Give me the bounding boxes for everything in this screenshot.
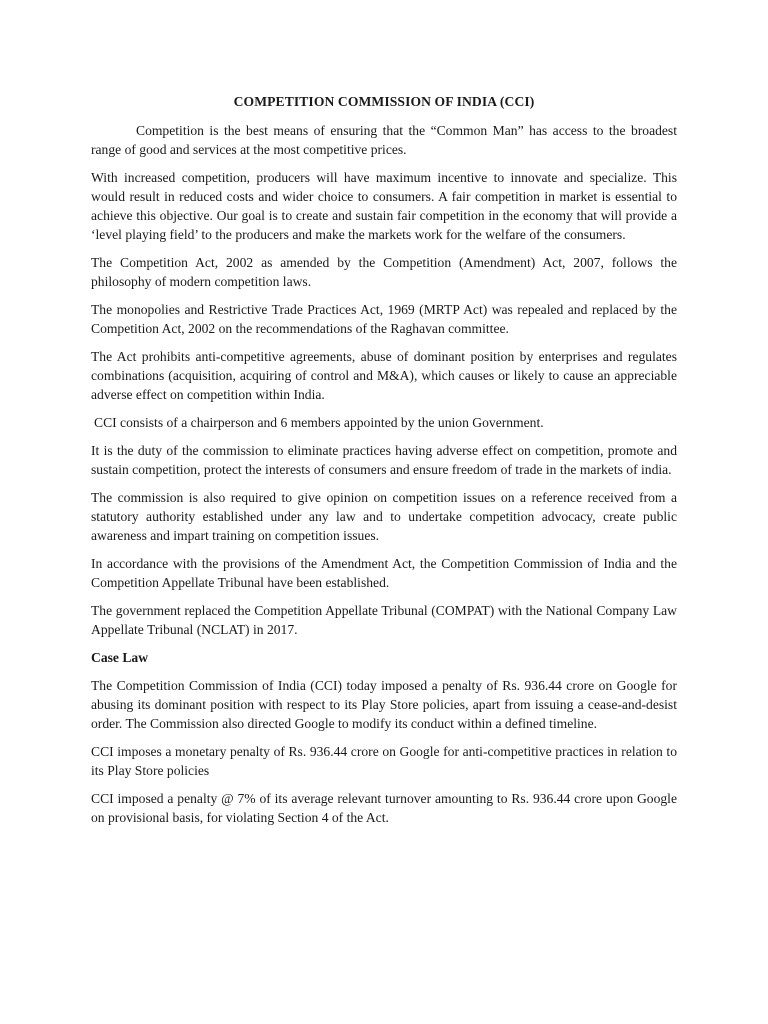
case-law-heading: Case Law <box>91 650 149 665</box>
paragraph-cci-composition: CCI consists of a chairperson and 6 members appointed by the union Government. <box>94 415 544 430</box>
document-page <box>91 92 677 836</box>
paragraph-competition-act: The Competition Act, 2002 as amended by the Competition (Amendment) Act, 2007, follows the philosophy of modern competition laws. <box>91 255 677 289</box>
paragraph-case-google-penalty: The Competition Commission of India (CCI) today imposed a penalty of Rs. 936.44 crore on Google for abusing its dominant position with respect to its Play Store policies, apart from issuing a cease-and-desist order. The Commission also directed Google to modify its conduct within a defined timeline. <box>91 678 677 731</box>
paragraph-act-prohibits: The Act prohibits anti-competitive agreements, abuse of dominant position by enterprises and regulates combinations (acquisition, acquiring of control and M&A), which causes or likely to cause an appreciable adverse effect on competition within India. <box>91 349 677 402</box>
paragraph-mrtp-act: The monopolies and Restrictive Trade Practices Act, 1969 (MRTP Act) was repealed and replaced by the Competition Act, 2002 on the recommendations of the Raghavan committee. <box>91 302 677 336</box>
paragraph-amendment-act: In accordance with the provisions of the Amendment Act, the Competition Commission of India and the Competition Appellate Tribunal have been established. <box>91 556 677 590</box>
paragraph-case-monetary-penalty: CCI imposes a monetary penalty of Rs. 936.44 crore on Google for anti-competitive practices in relation to its Play Store policies <box>91 744 677 778</box>
paragraph-competition-benefits: With increased competition, producers will have maximum incentive to innovate and specialize. This would result in reduced costs and wider choice to consumers. A fair competition in market is essential to achieve this objective. Our goal is to create and sustain fair competition in the economy that will provide a ‘level playing field’ to the producers and make the markets work for the welfare of the consumers. <box>91 170 677 242</box>
paragraph-case-provisional-penalty: CCI imposed a penalty @ 7% of its average relevant turnover amounting to Rs. 936.44 crore upon Google on provisional basis, for violating Section 4 of the Act. <box>91 791 677 825</box>
paragraph-commission-opinion: The commission is also required to give opinion on competition issues on a reference received from a statutory authority established under any law and to undertake competition advocacy, create public awareness and impart training on competition issues. <box>91 490 677 543</box>
document-title: COMPETITION COMMISSION OF INDIA (CCI) <box>233 94 535 109</box>
paragraph-intro: Competition is the best means of ensuring that the “Common Man” has access to the broadest range of good and services at the most competitive prices. <box>91 123 677 157</box>
paragraph-nclat: The government replaced the Competition Appellate Tribunal (COMPAT) with the National Company Law Appellate Tribunal (NCLAT) in 2017. <box>91 603 677 637</box>
paragraph-commission-duty: It is the duty of the commission to eliminate practices having adverse effect on competition, promote and sustain competition, protect the interests of consumers and ensure freedom of trade in the markets of india. <box>91 443 677 477</box>
